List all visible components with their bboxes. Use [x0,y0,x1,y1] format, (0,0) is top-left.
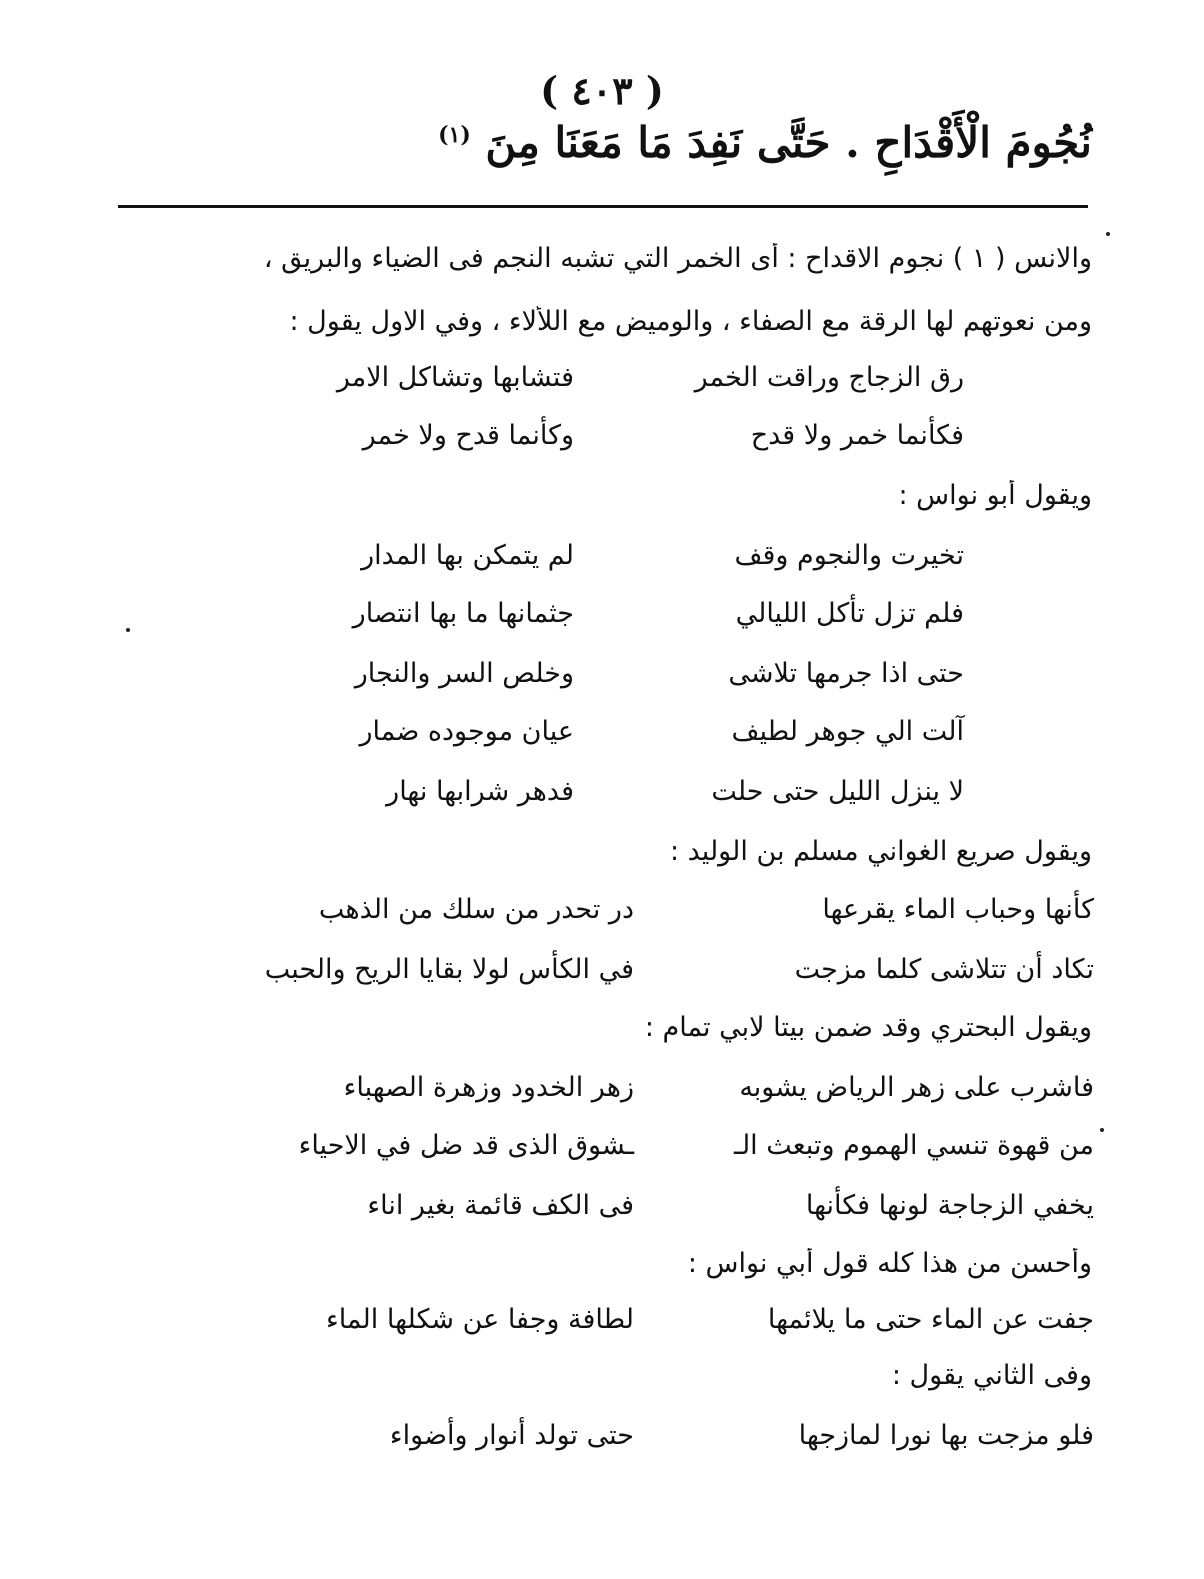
verse-first-hemistich: تخيرت والنجوم وقف [734,540,964,571]
verse-second-hemistich: فتشابها وتشاكل الامر [336,362,574,393]
scan-speck [126,628,130,632]
verse-line [114,954,1094,994]
verse-first-hemistich: يخفي الزجاجة لونها فكأنها [805,1190,1094,1221]
verse-second-hemistich: في الكأس لولا بقايا الريح والحبب [264,954,634,985]
verse-line [114,894,1094,934]
verse-first-hemistich: جفت عن الماء حتى ما يلائمها [767,1304,1094,1335]
poet-label: وفى الثاني يقول : [891,1360,1092,1391]
verse-first-hemistich: فكأنما خمر ولا قدح [750,420,964,451]
verse-line [244,776,964,816]
verse-second-hemistich: لطافة وجفا عن شكلها الماء [326,1304,634,1335]
verse-second-hemistich: جثمانها ما بها انتصار [352,598,574,629]
verse-second-hemistich: وخلص السر والنجار [354,658,574,689]
verse-first-hemistich: فاشرب على زهر الرياض يشوبه [739,1072,1094,1103]
verse-second-hemistich: فدهر شرابها نهار [386,776,574,807]
footnote-separator-rule [118,205,1088,208]
verse-first-hemistich: من قهوة تنسي الهموم وتبعث الـ [734,1130,1094,1161]
verse-line [114,1304,1094,1344]
footnote-marker: (١) [438,122,471,148]
verse-second-hemistich: فى الكف قائمة بغير اناء [367,1190,634,1221]
verse-second-hemistich: حتى تولد أنوار وأضواء [389,1420,634,1451]
poet-label: وأحسن من هذا كله قول أبي نواس : [687,1248,1092,1279]
verse-first-hemistich: كأنها وحباب الماء يقرعها [822,894,1094,925]
verse-second-hemistich: لم يتمكن بها المدار [361,540,574,571]
verse-first-hemistich: فلو مزجت بها نورا لمازجها [798,1420,1094,1451]
verse-second-hemistich: وكأنما قدح ولا خمر [362,420,574,451]
verse-first-hemistich: فلم تزل تأكل الليالي [735,598,964,629]
verse-first-hemistich: رق الزجاج وراقت الخمر [694,362,964,393]
footnote-intro-line: والانس ( ١ ) نجوم الاقداح : أى الخمر التي تشبه النجم فى الضياء والبريق ، [263,243,1092,274]
verse-first-hemistich: تكاد أن تتلاشى كلما مزجت [794,954,1094,985]
verse-line [244,658,964,698]
verse-line [244,420,964,460]
footnote-intro-line: ومن نعوتهم لها الرقة مع الصفاء ، والوميض مع اللألاء ، وفي الاول يقول : [289,306,1092,337]
main-text-line [112,118,1092,167]
verse-line [244,598,964,638]
verse-line [244,716,964,756]
poet-label: ويقول البحتري وقد ضمن بيتا لابي تمام : [644,1012,1092,1043]
poet-label: ويقول صريع الغواني مسلم بن الوليد : [669,836,1092,867]
verse-line [114,1130,1094,1170]
verse-line [114,1072,1094,1112]
page-number: ( ٤٠٣ ) [540,68,664,113]
verse-line [244,540,964,580]
main-text: نُجُومَ الْأَقْدَاحِ . حَتَّى نَفِدَ مَا مَعَنَا مِنَ [485,118,1092,167]
poet-label: ويقول أبو نواس : [898,480,1092,511]
verse-first-hemistich: آلت الي جوهر لطيف [731,716,964,747]
verse-first-hemistich: حتى اذا جرمها تلاشى [728,658,964,689]
verse-second-hemistich: عيان موجوده ضمار [359,716,574,747]
scan-speck [1106,232,1110,236]
verse-second-hemistich: زهر الخدود وزهرة الصهباء [343,1072,634,1103]
verse-first-hemistich: لا ينزل الليل حتى حلت [711,776,964,807]
verse-line [114,1420,1094,1460]
verse-line [114,1190,1094,1230]
verse-line [244,362,964,402]
verse-second-hemistich: ـشوق الذى قد ضل في الاحياء [298,1130,634,1161]
scan-speck [1100,1128,1104,1132]
verse-second-hemistich: در تحدر من سلك من الذهب [318,894,634,925]
